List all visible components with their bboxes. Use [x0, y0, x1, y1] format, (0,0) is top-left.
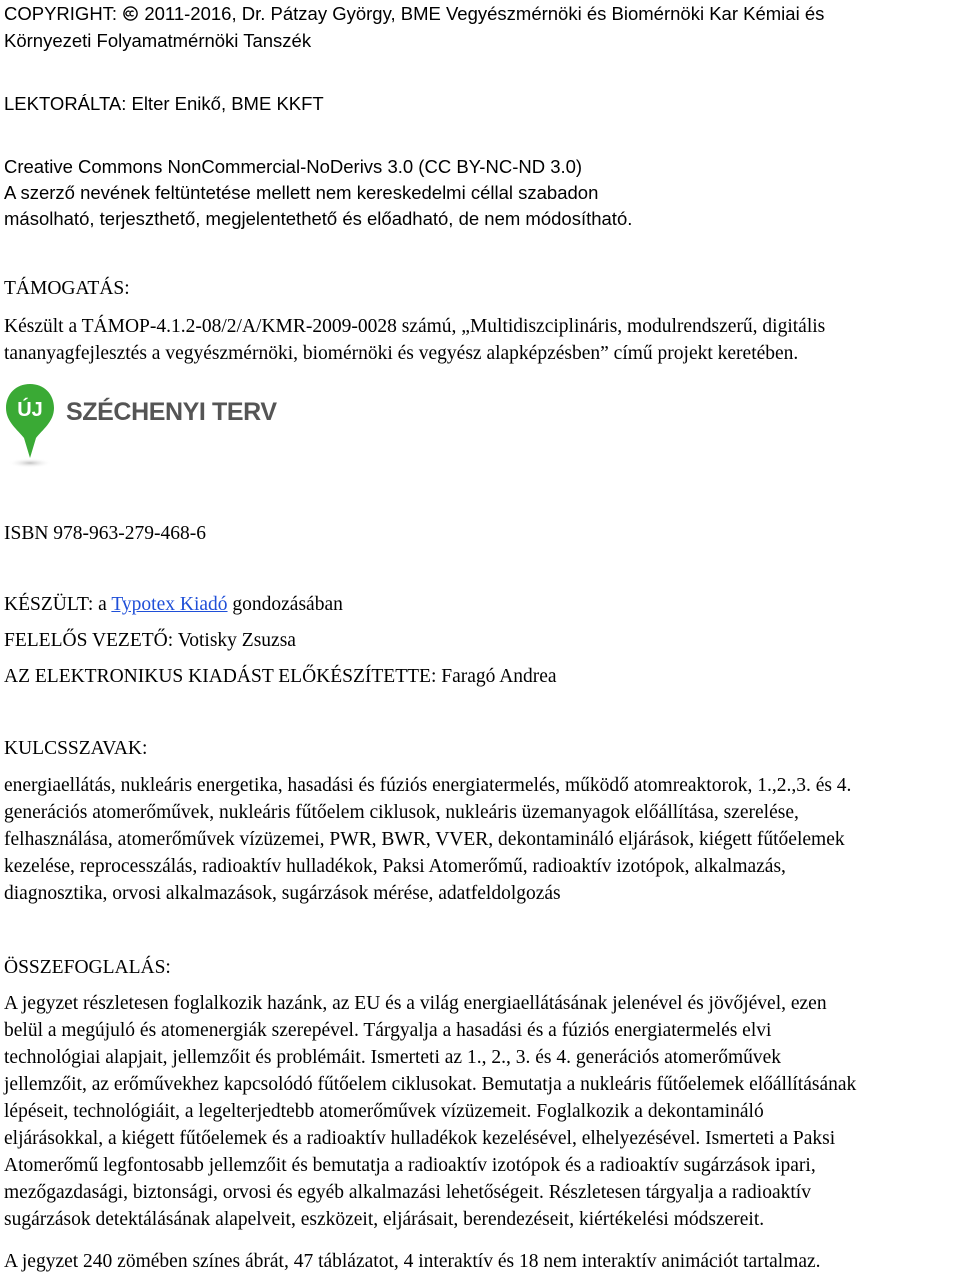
summary-line: eljárásokkal, a kiégett fűtőelemek és a radioaktív hulladékok kezelésével, elhelyezésével. Ismerteti a Paksi	[4, 1128, 836, 1149]
reviewer-line: LEKTORÁLTA: Elter Enikő, BME KKFT	[4, 93, 324, 114]
electronic-edition-prepared-by: AZ ELEKTRONIKUS KIADÁST ELŐKÉSZÍTETTE: Faragó Andrea	[4, 666, 557, 687]
support-text-line: tananyagfejlesztés a vegyészmérnöki, biomérnöki és vegyész alapképzésben” című projekt keretében.	[4, 343, 799, 364]
license-text-line: A szerző nevének feltüntetése mellett nem kereskedelmi céllal szabadon	[4, 182, 599, 203]
copyright-department: Környezeti Folyamatmérnöki Tanszék	[4, 30, 312, 51]
summary-line: jellemzőit, az erőművekhez kapcsolódó fűtőelem ciklusokat. Bemutatja a nukleáris fűtőelemek előállításának	[4, 1074, 857, 1095]
szechenyi-terv-logo	[4, 382, 294, 470]
publisher-line	[4, 593, 343, 617]
publisher-suffix: gondozásában	[232, 594, 343, 615]
summary-line: Atomerőmű legfontosabb jellemzőit és bemutatja a radioaktív izotópok és a radioaktív sugárzások ipari,	[4, 1155, 816, 1176]
summary-line: sugárzások detektálásának alapelveit, eszközeit, eljárásait, berendezéseit, kiértékelési módszereit.	[4, 1209, 765, 1230]
summary-line: mezőgazdasági, biztonsági, orvosi és egyéb alkalmazási lehetőségeit. Részletesen tárgyalja a radioaktív	[4, 1182, 811, 1203]
isbn: ISBN 978-963-279-468-6	[4, 523, 207, 544]
support-heading: TÁMOGATÁS:	[4, 278, 130, 299]
copyright-label: COPYRIGHT:	[4, 3, 118, 24]
summary-line: lépéseit, technológiáit, a legelterjedtebb atomerőművek vízüzemeit. Foglalkozik a dekontamináló	[4, 1101, 764, 1122]
keywords-paragraph	[4, 772, 960, 907]
license-text-line: másolható, terjeszthető, megjelentethető és előadható, de nem módosítható.	[4, 208, 633, 229]
summary-paragraph	[4, 990, 960, 1233]
keywords-line: diagnosztika, orvosi alkalmazások, sugárzások mérése, adatfeldolgozás	[4, 883, 561, 904]
publisher-prefix: KÉSZÜLT: a	[4, 594, 107, 615]
keywords-line: generációs atomerőművek, nukleáris fűtőelem ciklusok, nukleáris üzemanyagok előállítása, szerelése,	[4, 802, 799, 823]
copyright-line	[4, 2, 824, 26]
summary-line: belül a megújuló és atomenergiák szerepével. Tárgyalja a hasadási és a fúziós energiatermelés elvi	[4, 1020, 772, 1041]
summary-final-line: A jegyzet 240 zömében színes ábrát, 47 táblázatot, 4 interaktív és 18 nem interaktív animációt tartalmaz.	[4, 1251, 821, 1272]
copyright-text: 2011-2016, Dr. Pátzay György, BME Vegyészmérnöki és Biomérnöki Kar Kémiai és	[144, 3, 825, 24]
summary-heading: ÖSSZEFOGLALÁS:	[4, 957, 171, 978]
license-name: Creative Commons NonCommercial-NoDerivs 3.0 (CC BY-NC-ND 3.0)	[4, 156, 583, 177]
logo-badge-text: ÚJ	[17, 399, 43, 421]
publisher-link[interactable]: Typotex Kiadó	[111, 594, 228, 615]
keywords-line: energiaellátás, nukleáris energetika, hasadási és fúziós energiatermelés, működő atomreaktorok, 1.,2.,3. és 4.	[4, 775, 852, 796]
summary-line: A jegyzet részletesen foglalkozik hazánk, az EU és a világ energiaellátásának jelenével és jövőjével, ezen	[4, 993, 827, 1014]
keywords-line: felhasználása, atomerőművek vízüzemei, PWR, BWR, VVER, dekontamináló eljárások, kiégett fűtőelemek	[4, 829, 845, 850]
creative-commons-icon	[123, 3, 138, 18]
responsible-editor: FELELŐS VEZETŐ: Votisky Zsuzsa	[4, 630, 296, 651]
summary-line: technológiai alapjait, jellemzőit és problémáit. Ismerteti az 1., 2., 3. és 4. generációs atomerőművek	[4, 1047, 782, 1068]
logo-text: SZÉCHENYI TERV	[66, 398, 277, 426]
keywords-heading: KULCSSZAVAK:	[4, 738, 148, 759]
support-text-line: Készült a TÁMOP-4.1.2-08/2/A/KMR-2009-0028 számú, „Multidiszciplináris, modulrendszerű, digitális	[4, 316, 826, 337]
keywords-line: kezelése, reprocesszálás, radioaktív hulladékok, Paksi Atomerőmű, radioaktív izotópok, alkalmazás,	[4, 856, 786, 877]
